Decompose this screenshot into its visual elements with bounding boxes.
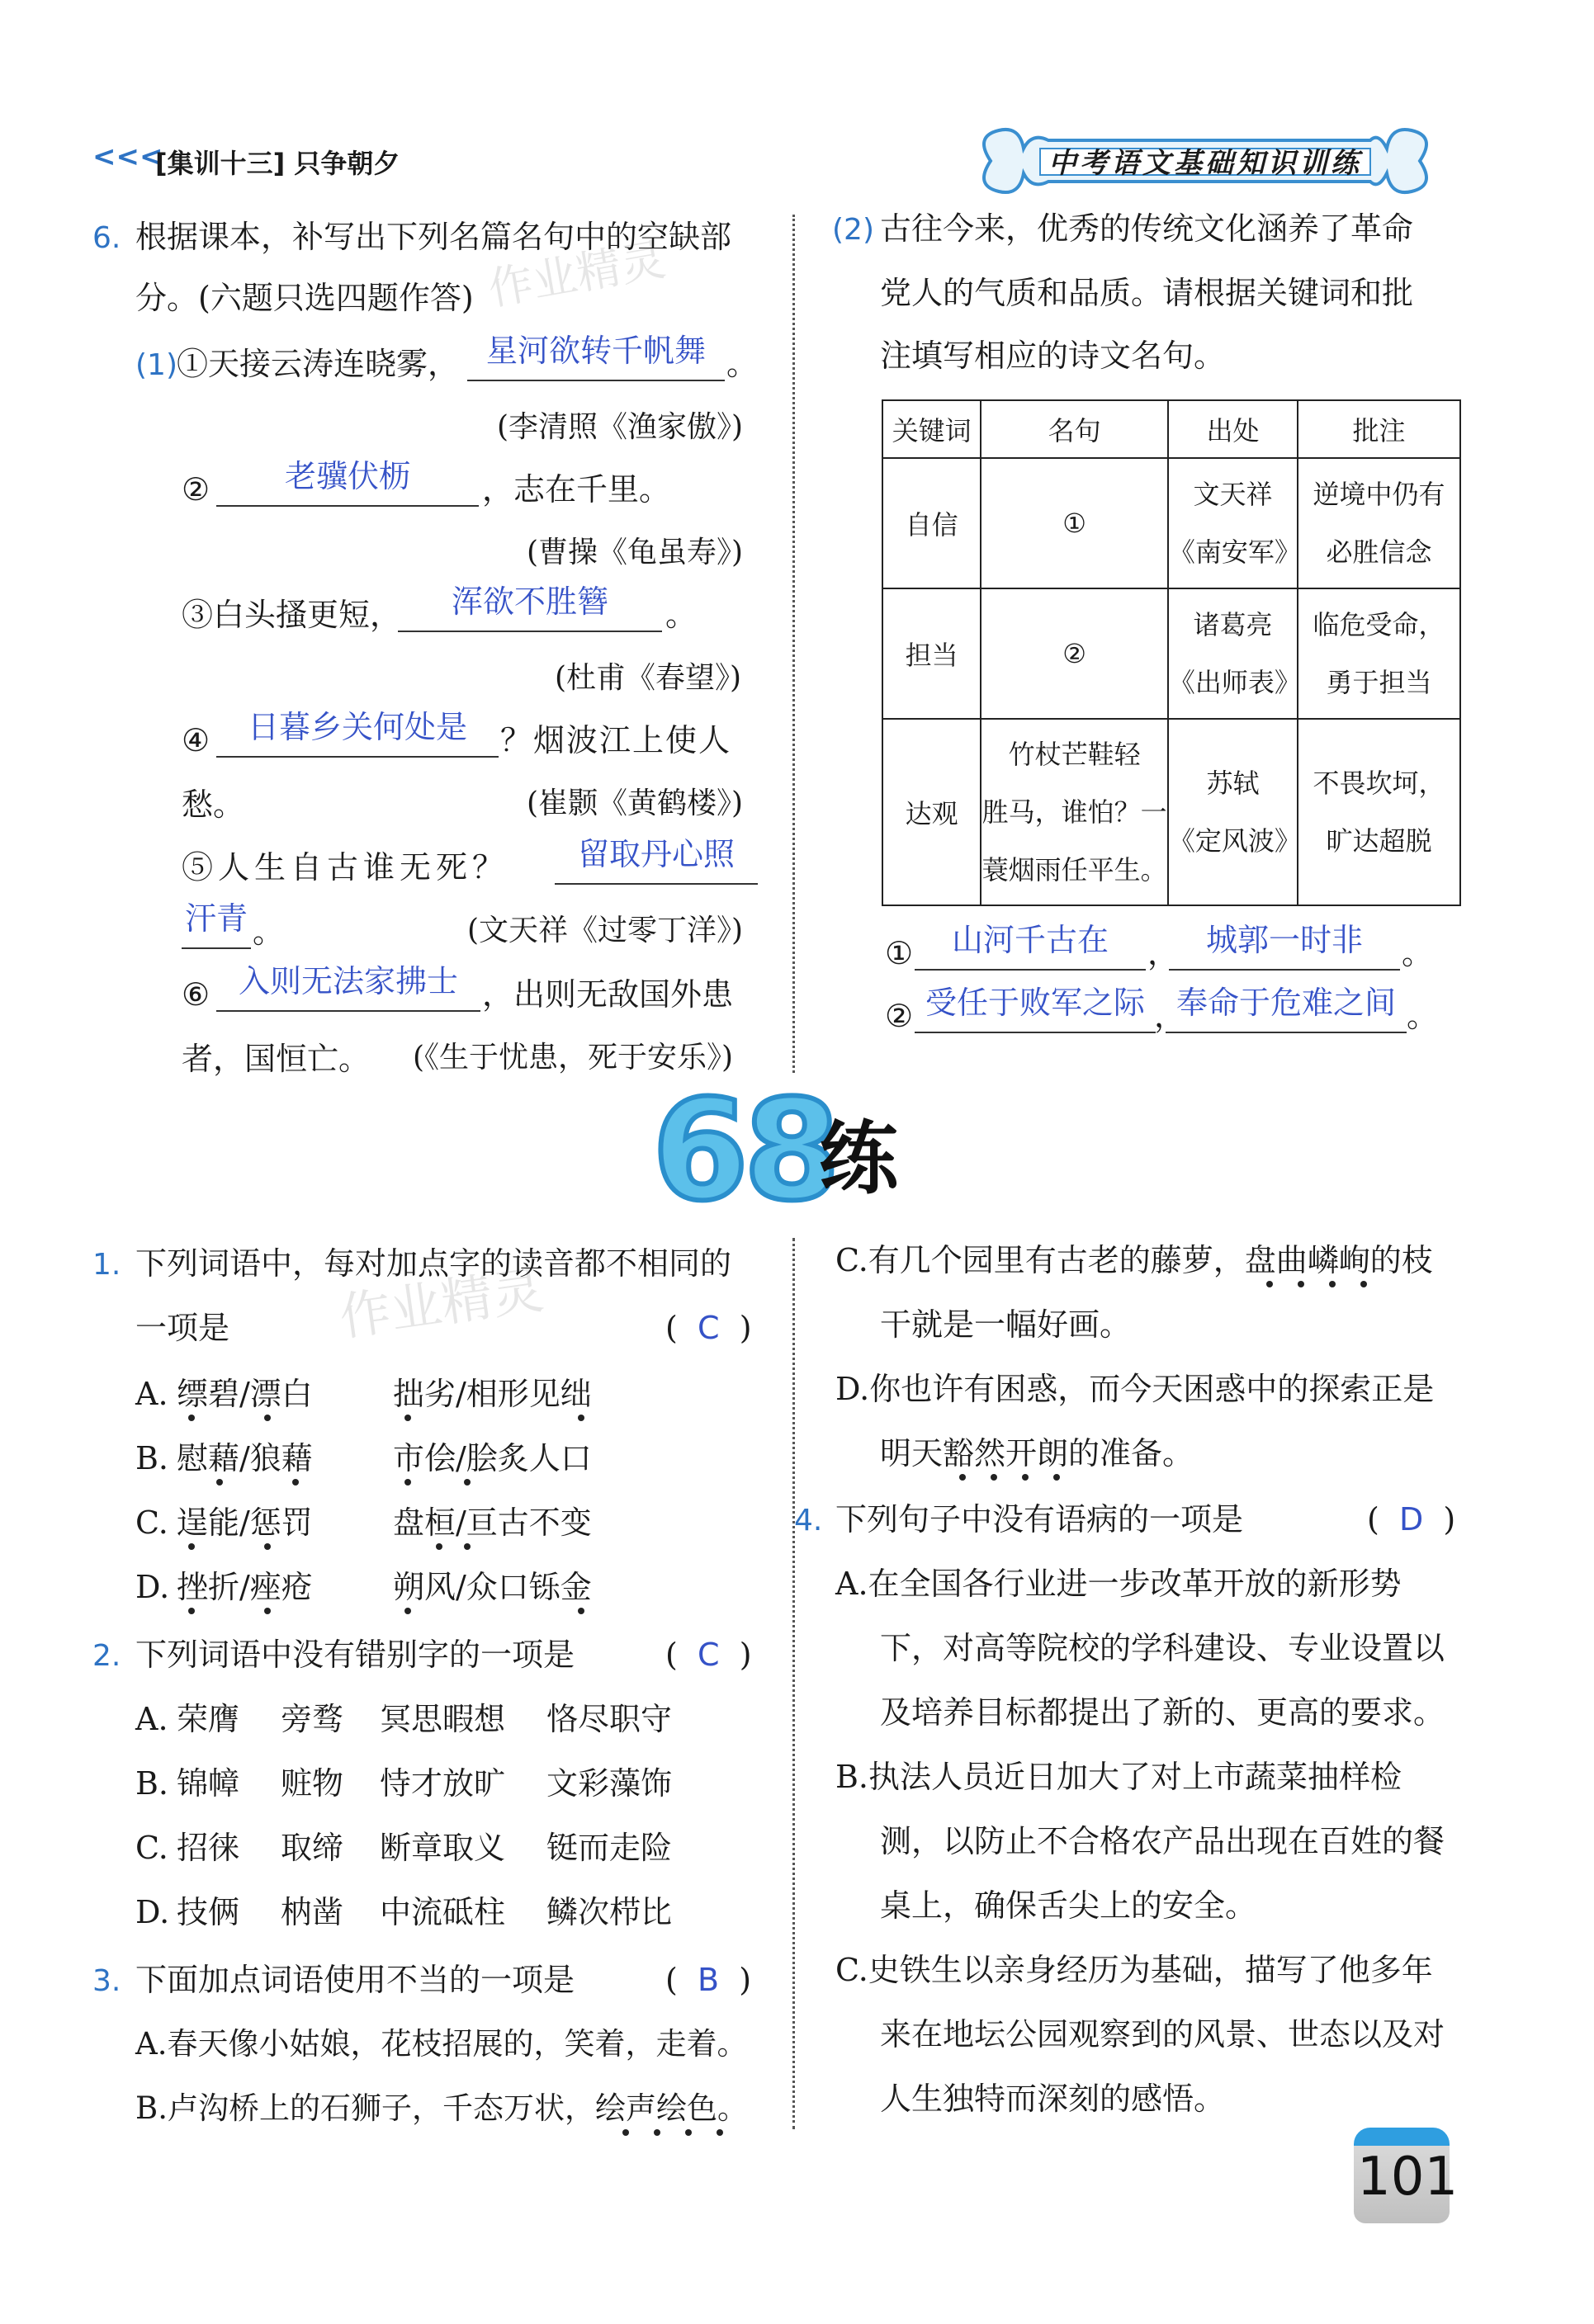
q6-1-6-suffix: ，出则无敌国外患 bbox=[482, 976, 734, 1013]
q2-option-b-label: B. bbox=[135, 1765, 169, 1802]
q3-option-c-line1: C.有几个园里有古老的藤萝，盘曲嶙峋的枝 bbox=[835, 1242, 1433, 1278]
q2-option-c-label: C. bbox=[135, 1830, 168, 1866]
q1-option-c-word2: 盘桓/亘古不变 bbox=[393, 1504, 592, 1541]
q6-1-6-answer: 入则无法家拂士 bbox=[238, 963, 458, 999]
q6-1-5-source: (文天祥《过零丁洋》) bbox=[467, 914, 744, 947]
q6-1-1-answer: 星河欲转千帆舞 bbox=[485, 333, 706, 369]
section-title: 练 bbox=[819, 1112, 898, 1205]
q1-option-c-word1: 逞能/惩罚 bbox=[177, 1504, 313, 1541]
q3-answer: B bbox=[697, 1962, 720, 1998]
q6-1-5-suffix: 。 bbox=[253, 914, 285, 950]
q6-1-4-answer: 日暮乡关何处是 bbox=[247, 709, 467, 745]
q4-number: 4. bbox=[794, 1504, 823, 1538]
q3-option-b: B.卢沟桥上的石狮子，千态万状，绘声绘色。 bbox=[135, 2090, 748, 2126]
q1-text-line1: 下列词语中，每对加点字的读音都不相同的 bbox=[135, 1245, 732, 1282]
q6-2-answer2-label: ② bbox=[885, 998, 914, 1034]
q6-1-5-answer: 留取丹心照 bbox=[577, 836, 735, 872]
q2-option-b-w2: 赃物 bbox=[281, 1765, 344, 1802]
q3-text: 下面加点词语使用不当的一项是 bbox=[135, 1962, 575, 1998]
q6-1-4-suffix: ？烟波江上使人 bbox=[500, 722, 732, 758]
q2-option-d-w4: 鳞次栉比 bbox=[546, 1894, 673, 1930]
q2-option-c-w4: 铤而走险 bbox=[546, 1830, 673, 1866]
q6-1-2-answer: 老骥伏枥 bbox=[284, 458, 410, 494]
q2-answer: C bbox=[697, 1637, 720, 1673]
q6-1-1-suffix: 。 bbox=[726, 346, 759, 382]
q6-2-answer1-label: ① bbox=[885, 935, 914, 971]
q2-option-a-w3: 冥思暇想 bbox=[380, 1701, 506, 1737]
table-cell-source-author: 诸葛亮 bbox=[1193, 609, 1273, 640]
q3-option-d-line2: 明天豁然开朗的准备。 bbox=[880, 1435, 1194, 1471]
q1-option-d-label: D. bbox=[135, 1569, 170, 1605]
q2-option-a-w2: 旁骛 bbox=[281, 1701, 344, 1737]
table-cell-note-line1: 不畏坎坷， bbox=[1313, 768, 1445, 799]
table-cell-keyword: 自信 bbox=[882, 458, 981, 588]
q6-2-answer1-part1: 山河千古在 bbox=[951, 922, 1109, 958]
q2-option-d-w2: 枘凿 bbox=[281, 1894, 344, 1930]
table-cell-keyword: 达观 bbox=[882, 719, 981, 905]
q4-answer: D bbox=[1398, 1501, 1424, 1538]
table-cell-note-line1: 逆境中仍有 bbox=[1313, 479, 1445, 510]
q6-1-4-prefix: ④ bbox=[182, 722, 210, 758]
q6-1-6-source: (《生于忧患，死于安乐》) bbox=[413, 1041, 734, 1075]
table-cell-quote-line2: 胜马，谁怕？一 bbox=[981, 796, 1167, 828]
q1-option-b-word1: 慰藉/狼藉 bbox=[177, 1440, 313, 1476]
q3-answer-bracket: ( B ) bbox=[665, 1962, 752, 1998]
q6-1-5-answer-cont: 汗青 bbox=[184, 900, 248, 937]
q1-option-d-word1: 挫折/痤疮 bbox=[177, 1569, 313, 1605]
q6-1-4-line2: 愁。 bbox=[182, 786, 245, 823]
q2-option-b-w4: 文彩藻饰 bbox=[546, 1765, 673, 1802]
q6-text-line2: 分。(六题只选四题作答) bbox=[135, 280, 474, 316]
header-left-text: [集训十三] 只争朝夕 bbox=[155, 148, 400, 179]
q2-option-d-w1: 技俩 bbox=[177, 1894, 240, 1930]
q4-option-b-line3: 桌上，确保舌尖上的安全。 bbox=[880, 1887, 1257, 1924]
q2-option-b-w3: 恃才放旷 bbox=[380, 1765, 506, 1802]
q6-2-answer1-end: 。 bbox=[1402, 935, 1434, 971]
q6-2-answer2-part2: 奉命于危难之间 bbox=[1175, 985, 1396, 1021]
table-header-quote: 名句 bbox=[981, 400, 1168, 458]
q1-answer-bracket: ( C ) bbox=[665, 1310, 752, 1346]
table-cell-source-title: 《定风波》 bbox=[1168, 825, 1301, 857]
q2-number: 2. bbox=[92, 1639, 121, 1673]
q4-option-b-line2: 测，以防止不合格农产品出现在百姓的餐 bbox=[880, 1823, 1445, 1859]
q6-1-6-line2: 者，国恒亡。 bbox=[182, 1041, 371, 1077]
q6-2-text-line3: 注填写相应的诗文名句。 bbox=[880, 338, 1226, 374]
q6-text-line1: 根据课本，补写出下列名篇名句中的空缺部 bbox=[135, 219, 732, 255]
header-right-title: 中考语文基础知识训练 bbox=[1048, 147, 1362, 180]
table-cell-note-line1: 临危受命， bbox=[1313, 609, 1445, 640]
q1-option-b-word2: 市侩/脍炙人口 bbox=[393, 1440, 592, 1476]
q1-option-b-label: B. bbox=[135, 1440, 169, 1476]
q6-sub1-label: (1) bbox=[135, 348, 177, 382]
q6-2-text-line2: 党人的气质和品质。请根据关键词和批 bbox=[880, 275, 1414, 311]
q3-option-c-line2: 干就是一幅好画。 bbox=[880, 1306, 1132, 1343]
q1-option-a-word1: 缥碧/漂白 bbox=[177, 1376, 313, 1412]
q1-answer: C bbox=[697, 1310, 720, 1346]
q4-option-a-line2: 下，对高等院校的学科建设、专业设置以 bbox=[880, 1630, 1445, 1666]
table-header-source: 出处 bbox=[1168, 400, 1298, 458]
q6-1-2-source: (曹操《龟虽寿》) bbox=[527, 536, 744, 569]
table-cell-keyword: 担当 bbox=[882, 588, 981, 719]
q4-option-c-line3: 人生独特而深刻的感悟。 bbox=[880, 2081, 1226, 2117]
q6-number: 6. bbox=[92, 221, 121, 255]
q2-option-c-w1: 招徕 bbox=[177, 1830, 240, 1866]
q1-option-c-label: C. bbox=[135, 1504, 168, 1541]
q4-option-c-line2: 来在地坛公园观察到的风景、世态以及对 bbox=[880, 2016, 1445, 2052]
q2-option-b-w1: 锦幛 bbox=[177, 1765, 240, 1802]
q6-1-1-source: (李清照《渔家傲》) bbox=[497, 410, 744, 444]
q1-number: 1. bbox=[92, 1248, 121, 1282]
q2-option-a-w1: 荣膺 bbox=[177, 1701, 240, 1737]
table-cell-quote: ① bbox=[981, 458, 1168, 588]
q4-option-c-line1: C.史铁生以亲身经历为基础，描写了他多年 bbox=[835, 1952, 1433, 1988]
q6-2-answer1-part2: 城郭一时非 bbox=[1205, 922, 1363, 958]
table-cell-source-author: 苏轼 bbox=[1206, 768, 1260, 799]
q6-1-3-answer: 浑欲不胜簪 bbox=[451, 583, 608, 620]
q6-1-3-suffix: 。 bbox=[665, 597, 698, 633]
q6-2-answer1-sep: ， bbox=[1147, 935, 1180, 971]
q4-text: 下列句子中没有语病的一项是 bbox=[835, 1501, 1244, 1538]
table-header-keyword: 关键词 bbox=[882, 400, 981, 458]
q6-sub2-label: (2) bbox=[832, 213, 874, 247]
q1-text-line2: 一项是 bbox=[135, 1310, 230, 1346]
q6-2-text-line1: 古往今来，优秀的传统文化涵养了革命 bbox=[880, 210, 1414, 247]
q6-2-answer2-end: 。 bbox=[1407, 998, 1439, 1034]
q6-1-6-prefix: ⑥ bbox=[182, 976, 210, 1013]
q4-option-a-line3: 及培养目标都提出了新的、更高的要求。 bbox=[880, 1694, 1445, 1731]
q6-1-1-prefix: ①天接云涛连晓雾， bbox=[177, 346, 460, 382]
q6-1-2-prefix: ② bbox=[182, 471, 210, 508]
table-cell-source-title: 《出师表》 bbox=[1168, 667, 1301, 698]
q2-option-d-w3: 中流砥柱 bbox=[380, 1894, 506, 1930]
q2-option-c-w3: 断章取义 bbox=[380, 1830, 506, 1866]
q3-number: 3. bbox=[92, 1964, 121, 1998]
table-cell-quote-line3: 蓑烟雨任平生。 bbox=[981, 854, 1167, 886]
q1-option-a-word2: 拙劣/相形见绌 bbox=[393, 1376, 592, 1412]
q6-1-3-prefix: ③白头搔更短， bbox=[182, 597, 402, 633]
table-cell-quote: ② bbox=[981, 588, 1168, 719]
q2-answer-bracket: ( C ) bbox=[665, 1637, 752, 1673]
q1-option-a-label: A. bbox=[135, 1376, 168, 1412]
q4-option-b-line1: B.执法人员近日加大了对上市蔬菜抽样检 bbox=[835, 1759, 1402, 1795]
section-number: 68 bbox=[652, 1070, 835, 1231]
q6-1-3-source: (杜甫《春望》) bbox=[555, 661, 742, 695]
watermark: 作业精灵 bbox=[484, 233, 669, 316]
q6-2-answer2-sep: ， bbox=[1154, 998, 1186, 1034]
page-number: 101 bbox=[1357, 2147, 1459, 2208]
q4-answer-bracket: ( D ) bbox=[1367, 1501, 1456, 1538]
q6-1-2-suffix: ，志在千里。 bbox=[482, 471, 671, 508]
q2-option-a-label: A. bbox=[135, 1701, 168, 1737]
table-cell-note-line2: 旷达超脱 bbox=[1326, 825, 1432, 857]
table-cell-note-line2: 勇于担当 bbox=[1326, 667, 1432, 698]
q3-option-a: A.春天像小姑娘，花枝招展的，笑着，走着。 bbox=[135, 2026, 748, 2062]
q3-option-d-line1: D.你也许有困惑，而今天困惑中的探索正是 bbox=[835, 1371, 1435, 1407]
table-header-note: 批注 bbox=[1298, 400, 1460, 458]
q6-1-5-prefix: ⑤人生自古谁无死？ bbox=[182, 849, 509, 886]
q2-text: 下列词语中没有错别字的一项是 bbox=[135, 1637, 575, 1673]
q2-option-a-w4: 恪尽职守 bbox=[546, 1701, 673, 1737]
watermark-2: 作业精灵 bbox=[335, 1259, 547, 1348]
q2-option-d-label: D. bbox=[135, 1894, 170, 1930]
q6-2-answer2-part1: 受任于败军之际 bbox=[925, 985, 1145, 1021]
table-cell-note-line2: 必胜信念 bbox=[1326, 536, 1432, 568]
table-cell-quote-line1: 竹杖芒鞋轻 bbox=[1008, 739, 1141, 770]
q1-option-d-word2: 朔风/众口铄金 bbox=[393, 1569, 592, 1605]
q2-option-c-w2: 取缔 bbox=[281, 1830, 344, 1866]
table-cell-source-author: 文天祥 bbox=[1193, 479, 1273, 510]
table-cell-source-title: 《南安军》 bbox=[1168, 536, 1301, 568]
header-left-marker: <<< bbox=[92, 140, 163, 173]
q4-option-a-line1: A.在全国各行业进一步改革开放的新形势 bbox=[835, 1566, 1402, 1602]
q6-1-4-source: (崔颢《黄鹤楼》) bbox=[527, 786, 744, 820]
